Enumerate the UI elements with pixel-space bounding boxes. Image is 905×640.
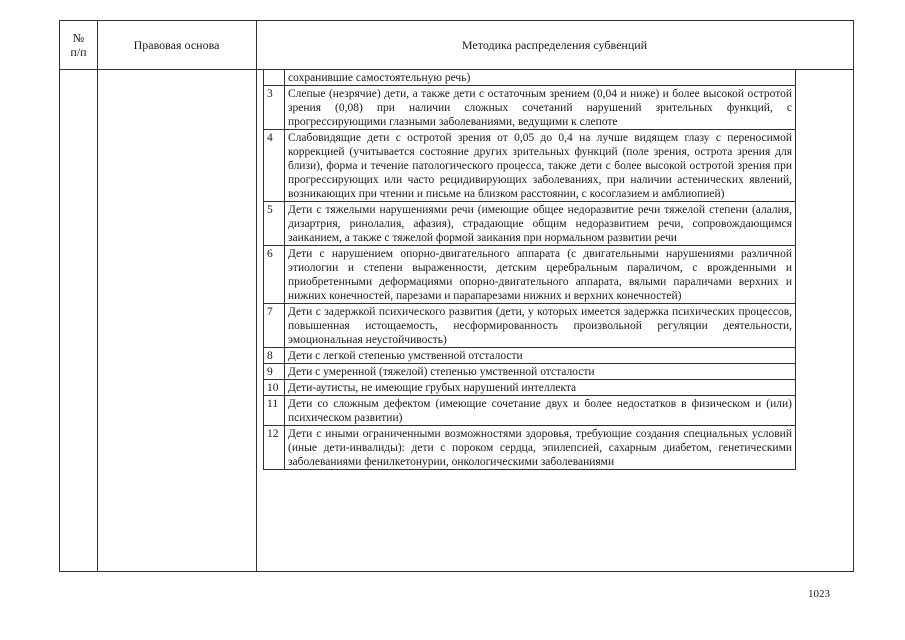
table-row	[264, 70, 796, 86]
header-num: № п/п	[70, 31, 87, 59]
table-row	[264, 380, 796, 396]
table-row	[264, 396, 796, 426]
row-text: Дети со сложным дефектом (имеющие сочетание двух и более недостатков в физическом и (или) психическом развитии)	[285, 396, 796, 426]
table-row	[264, 304, 796, 348]
row-text: Дети с задержкой психического развития (дети, у которых имеется задержка психических процессов, повышенная истощаемость, несформированность произвольной регуляции деятельности, эмоциональная неустойчивость)	[285, 304, 796, 348]
column-divider	[97, 21, 98, 571]
row-text: Дети с легкой степенью умственной отсталости	[285, 348, 796, 364]
header-legal-basis: Правовая основа	[133, 38, 220, 52]
row-text: сохранившие самостоятельную речь)	[285, 70, 796, 86]
row-number: 6	[264, 246, 285, 304]
row-text: Дети с иными ограниченными возможностями здоровья, требующие создания специальных условий (иные дети-инвалиды): дети с пороком сердца, эпилепсией, сахарным диабетом, генетическими заболеваниями фенилкетонурии, онкологическими заболеваниями	[285, 426, 796, 470]
row-number: 4	[264, 130, 285, 202]
header-methodology: Методика распределения субвенций	[461, 38, 648, 52]
row-text: Слабовидящие дети с остротой зрения от 0,05 до 0,4 на лучше видящем глазу с переносимой коррекцией (учитывается состояние других зрительных функций (поле зрения, острота зрения для близи), форма и течение патологического процесса, также дети с более высокой остротой зрения при прогрессирующих или часто рецидивирующих заболеваниях, при наличии астенических явлений, возникающих при чтении и письме на близком расстоянии, с косоглазием и амблиопией)	[285, 130, 796, 202]
table-row	[264, 348, 796, 364]
row-number: 12	[264, 426, 285, 470]
row-number: 5	[264, 202, 285, 246]
row-number: 9	[264, 364, 285, 380]
row-number: 10	[264, 380, 285, 396]
table-row	[264, 202, 796, 246]
row-number: 8	[264, 348, 285, 364]
row-text: Дети с нарушением опорно-двигательного аппарата (с двигательными нарушениями различной этиологии и степени выраженности, детским церебральным параличом, с врожденными и приобретенными деформациями опорно-двигательного аппарата, вялыми параличами верхних и нижних конечностей, парезами и парапарезами нижних и верхних конечностей)	[285, 246, 796, 304]
row-number: 7	[264, 304, 285, 348]
column-divider	[256, 21, 257, 571]
row-text: Слепые (незрячие) дети, а также дети с остаточным зрением (0,04 и ниже) и более высокой остротой зрения (0,08) при наличии сложных сочетаний нарушений зрительных функций, с прогрессирующими глазными заболеваниями, ведущими к слепоте	[285, 86, 796, 130]
table-row	[264, 426, 796, 470]
page-number: 1023	[808, 588, 830, 600]
row-number: 3	[264, 86, 285, 130]
table-row	[264, 130, 796, 202]
row-number	[264, 70, 285, 86]
document-table	[59, 20, 854, 572]
table-row	[264, 246, 796, 304]
row-text: Дети с умеренной (тяжелой) степенью умственной отсталости	[285, 364, 796, 380]
categories-table	[263, 69, 796, 470]
table-row	[264, 364, 796, 380]
row-text: Дети-аутисты, не имеющие грубых нарушений интеллекта	[285, 380, 796, 396]
table-row	[264, 86, 796, 130]
row-text: Дети с тяжелыми нарушениями речи (имеющие общее недоразвитие речи тяжелой степени (алалия, дизартрия, ринолалия, афазия), страдающие общим недоразвитием речи, сопровождающимся заиканием, а также с тяжелой формой заикания при нормальном развитии речи	[285, 202, 796, 246]
row-number: 11	[264, 396, 285, 426]
